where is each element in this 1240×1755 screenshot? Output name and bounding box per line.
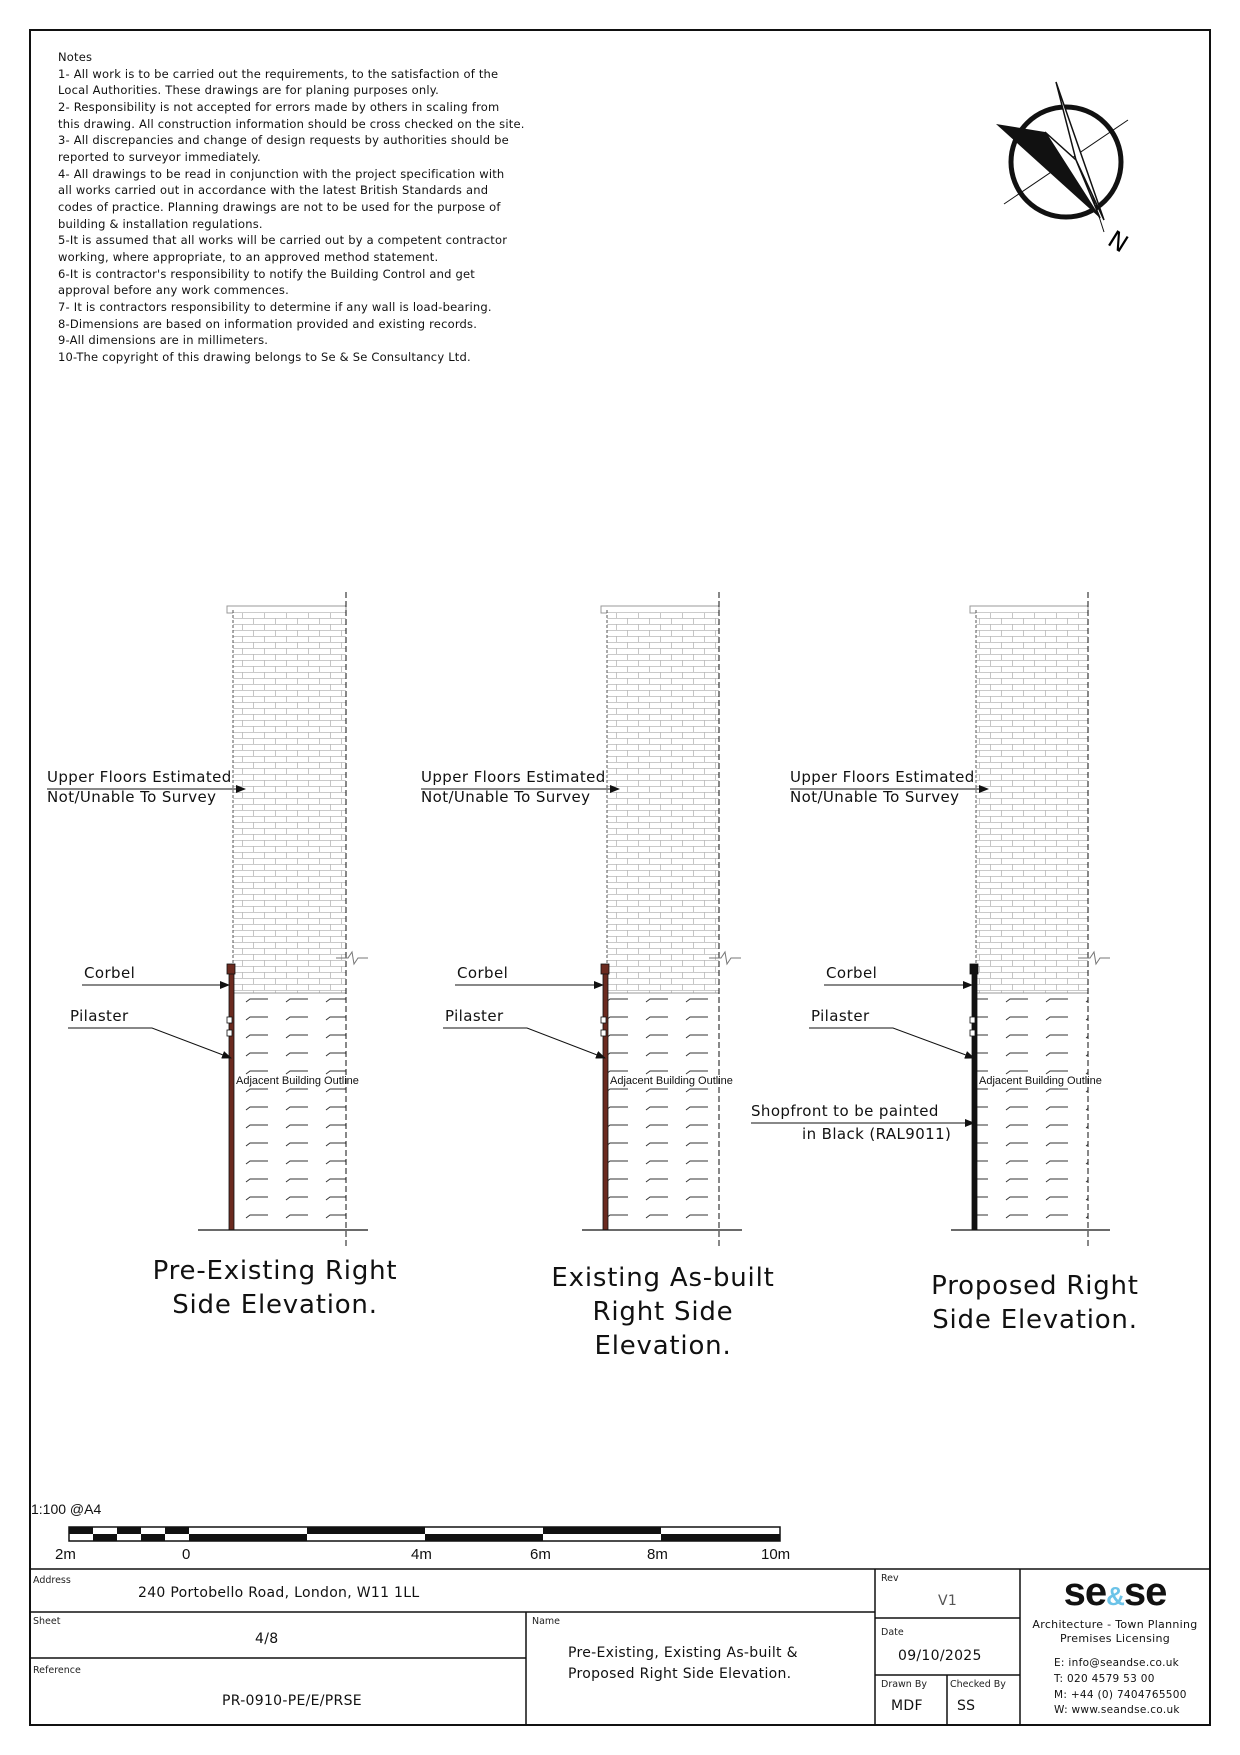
note-line: 7- It is contractors responsibility to determine if any wall is load-bearing. [58,300,492,315]
note-line: all works carried out in accordance with the latest British Standards and [58,183,489,198]
reference-label: Reference [33,1665,81,1676]
address-value: 240 Portobello Road, London, W11 1LL [138,1585,420,1601]
note-line: working, where appropriate, to an approved method statement. [58,250,439,265]
scale-tick-label: 6m [530,1546,551,1563]
scale-tick-label: 2m [55,1546,76,1563]
name-label: Name [532,1616,561,1627]
note-line: Local Authorities. These drawings are for planing purposes only. [58,83,439,98]
corbel-label: Corbel [84,964,136,982]
scale-tick-label: 10m [761,1546,791,1563]
checked-by-value: SS [957,1698,976,1714]
date-value: 09/10/2025 [898,1648,982,1664]
pilaster-label: Pilaster [811,1007,870,1025]
upper-floors-label: Upper Floors Estimated [421,768,606,786]
pilaster-label: Pilaster [445,1007,504,1025]
name-line2: Proposed Right Side Elevation. [568,1666,792,1682]
corbel-label: Corbel [457,964,509,982]
scale-tick-label: 8m [647,1546,668,1563]
note-line: 10-The copyright of this drawing belongs to Se & Se Consultancy Ltd. [58,350,471,365]
adjacent-building-label: Adjacent Building Outline [610,1075,733,1087]
date-label: Date [881,1627,904,1638]
contact-mobile: M: +44 (0) 7404765500 [1054,1688,1187,1701]
upper-floors-label: Not/Unable To Survey [790,788,960,806]
drawn-by-label: Drawn By [881,1679,927,1690]
logo-mid: & [1106,1581,1124,1611]
address-label: Address [33,1575,71,1586]
elevation-title: Side Elevation. [932,1305,1138,1335]
elevation-title: Right Side Elevation. [592,1297,734,1361]
upper-floors-label: Not/Unable To Survey [421,788,591,806]
note-line: 4- All drawings to be read in conjunction with the project specification with [58,166,505,181]
note-line: 2- Responsibility is not accepted for errors made by others in scaling from [58,100,500,115]
contact-phone: T: 020 4579 53 00 [1054,1672,1155,1685]
logo-left: se [1063,1570,1107,1614]
elevation-title: Pre-Existing Right [152,1256,398,1286]
note-line: reported to surveyor immediately. [58,150,261,165]
contact-email: E: info@seandse.co.uk [1054,1657,1180,1669]
note-line: 5-It is assumed that all works will be carried out by a competent contractor [58,233,508,248]
note-line: codes of practice. Planning drawings are not to be used for the purpose of [58,200,501,215]
sheet-label: Sheet [33,1616,61,1627]
upper-floors-label: Upper Floors Estimated [790,768,975,786]
shopfront-label: Shopfront to be painted [751,1102,939,1120]
upper-floors-label: Upper Floors Estimated [47,768,232,786]
note-line: building & installation regulations. [58,216,263,231]
contact-block [1054,1656,1187,1719]
company-line1: Architecture - Town Planning [1032,1618,1198,1631]
checked-by-label: Checked By [950,1679,1006,1690]
elevation-title: Side Elevation. [172,1290,378,1320]
name-line1: Pre-Existing, Existing As-built & [568,1645,798,1661]
pilaster-label: Pilaster [70,1007,129,1025]
note-line: this drawing. All construction information should be cross checked on the site. [58,116,525,131]
note-line: 9-All dimensions are in millimeters. [58,333,269,348]
rev-label: Rev [881,1573,899,1584]
company-block [1020,1572,1210,1647]
company-line2: Premises Licensing [1059,1632,1171,1646]
north-label: N [1102,225,1133,259]
drawn-by-value: MDF [891,1698,923,1714]
elevation-title: Proposed Right [931,1271,1139,1301]
company-logo [1020,1572,1210,1612]
adjacent-building-label: Adjacent Building Outline [236,1075,359,1087]
note-line: approval before any work commences. [58,283,289,298]
adjacent-building-label: Adjacent Building Outline [979,1075,1102,1087]
note-line: 6-It is contractor's responsibility to notify the Building Control and get [58,266,475,281]
note-line: 1- All work is to be carried out the requirements, to the satisfaction of the [58,66,499,81]
rev-value: V1 [938,1593,958,1609]
contact-web: W: www.seandse.co.uk [1054,1704,1180,1717]
corbel-label: Corbel [826,964,878,982]
upper-floors-label: Not/Unable To Survey [47,788,217,806]
scale-tick-label: 4m [411,1546,432,1563]
reference-value: PR-0910-PE/E/PRSE [222,1693,362,1709]
scale-label: 1:100 @A4 [31,1501,102,1517]
notes-heading: Notes [58,50,93,64]
shopfront-label: in Black (RAL9011) [802,1125,952,1143]
scale-tick-label: 0 [182,1546,191,1563]
logo-right: se [1123,1570,1167,1614]
note-line: 8-Dimensions are based on information provided and existing records. [58,316,478,331]
sheet-value: 4/8 [255,1631,279,1647]
note-line: 3- All discrepancies and change of design requests by authorities should be [58,133,509,148]
elevation-title: Existing As-built [551,1263,775,1293]
